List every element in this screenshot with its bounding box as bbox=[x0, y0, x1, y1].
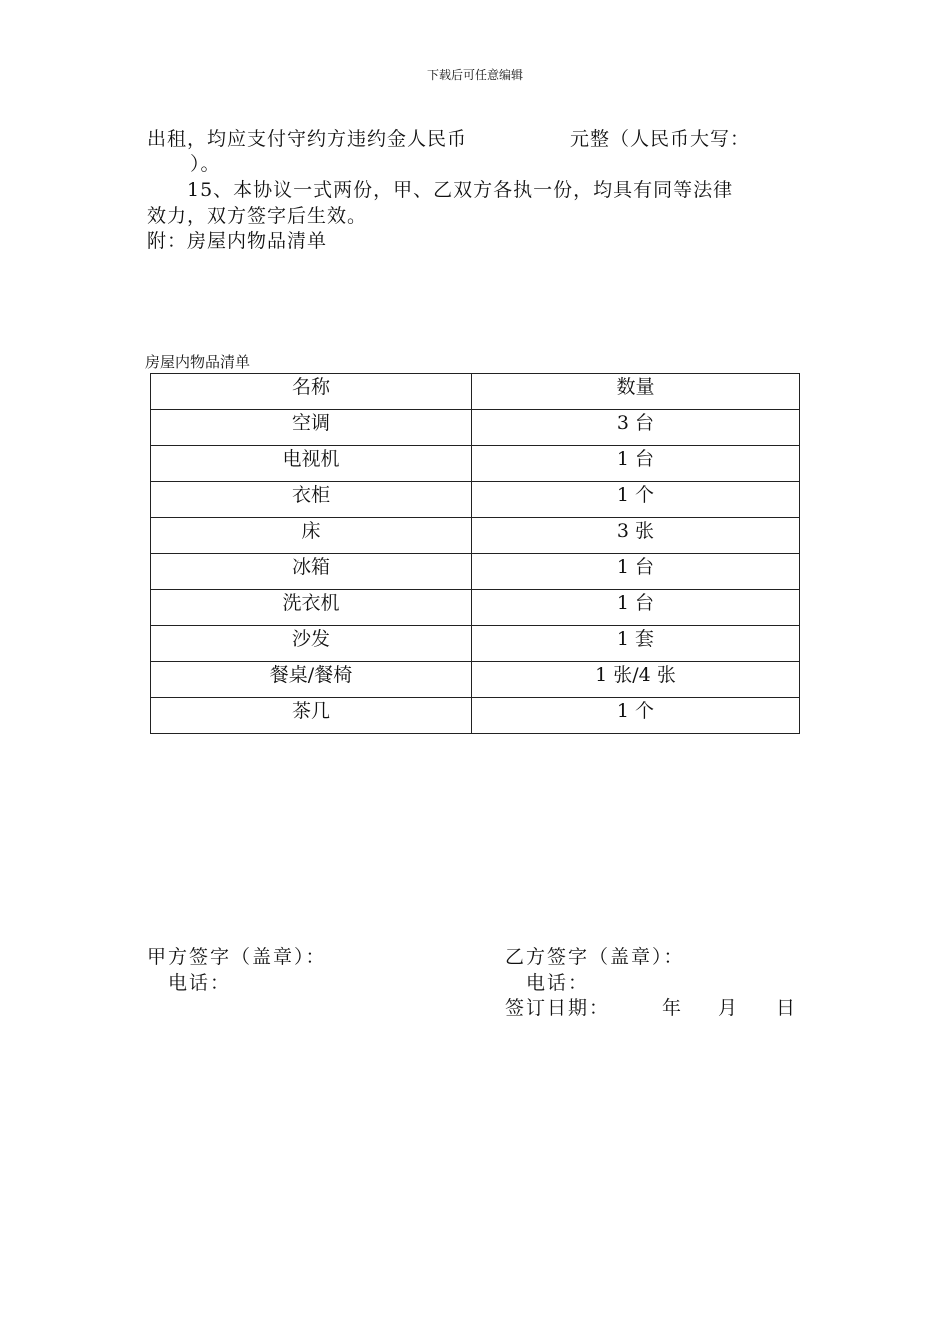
party-a-signature-label: 甲方签字（盖章）： bbox=[147, 946, 327, 968]
body-line-1a: 出租，均应支付守约方违约金人民币 bbox=[147, 128, 468, 150]
inventory-table bbox=[150, 373, 800, 734]
header-name: 名称 bbox=[151, 374, 472, 410]
body-line-2: ）。 bbox=[190, 153, 221, 175]
header-quantity: 数量 bbox=[472, 374, 800, 410]
clause-15-line-2: 效力，双方签字后生效。 bbox=[147, 205, 368, 227]
item-name: 餐桌/餐椅 bbox=[151, 662, 472, 698]
table-row bbox=[151, 626, 800, 662]
date-month-label: 月 bbox=[718, 997, 740, 1019]
date-year-label: 年 bbox=[662, 997, 684, 1019]
table-row bbox=[151, 410, 800, 446]
appendix-title: 附：房屋内物品清单 bbox=[147, 230, 328, 252]
item-quantity: 1 个 bbox=[472, 698, 800, 734]
item-quantity: 1 套 bbox=[472, 626, 800, 662]
table-row bbox=[151, 482, 800, 518]
item-name: 空调 bbox=[151, 410, 472, 446]
item-quantity: 3 张 bbox=[472, 518, 800, 554]
body-line-1b: 元整（人民币大写： bbox=[570, 128, 751, 150]
item-quantity: 1 台 bbox=[472, 446, 800, 482]
item-quantity: 1 台 bbox=[472, 590, 800, 626]
date-day-label: 日 bbox=[776, 997, 798, 1019]
item-quantity: 1 个 bbox=[472, 482, 800, 518]
table-row bbox=[151, 662, 800, 698]
table-row bbox=[151, 698, 800, 734]
item-name: 茶几 bbox=[151, 698, 472, 734]
clause-15-line-1: 15、本协议一式两份，甲、乙双方各执一份，均具有同等法律 bbox=[187, 179, 734, 201]
sign-date-label: 签订日期： bbox=[505, 997, 611, 1019]
item-quantity: 1 台 bbox=[472, 554, 800, 590]
table-header-row bbox=[151, 374, 800, 410]
party-a-phone-label: 电话： bbox=[168, 972, 232, 994]
table-row bbox=[151, 590, 800, 626]
item-name: 冰箱 bbox=[151, 554, 472, 590]
table-row bbox=[151, 554, 800, 590]
table-row bbox=[151, 518, 800, 554]
item-name: 洗衣机 bbox=[151, 590, 472, 626]
inventory-caption: 房屋内物品清单 bbox=[145, 355, 251, 371]
party-b-phone-label: 电话： bbox=[526, 972, 590, 994]
party-b-signature-label: 乙方签字（盖章）： bbox=[505, 946, 685, 968]
item-name: 床 bbox=[151, 518, 472, 554]
item-name: 电视机 bbox=[151, 446, 472, 482]
item-name: 沙发 bbox=[151, 626, 472, 662]
item-name: 衣柜 bbox=[151, 482, 472, 518]
table-row bbox=[151, 446, 800, 482]
item-quantity: 3 台 bbox=[472, 410, 800, 446]
item-quantity: 1 张/4 张 bbox=[472, 662, 800, 698]
page-header-note: 下载后可任意编辑 bbox=[426, 68, 523, 82]
